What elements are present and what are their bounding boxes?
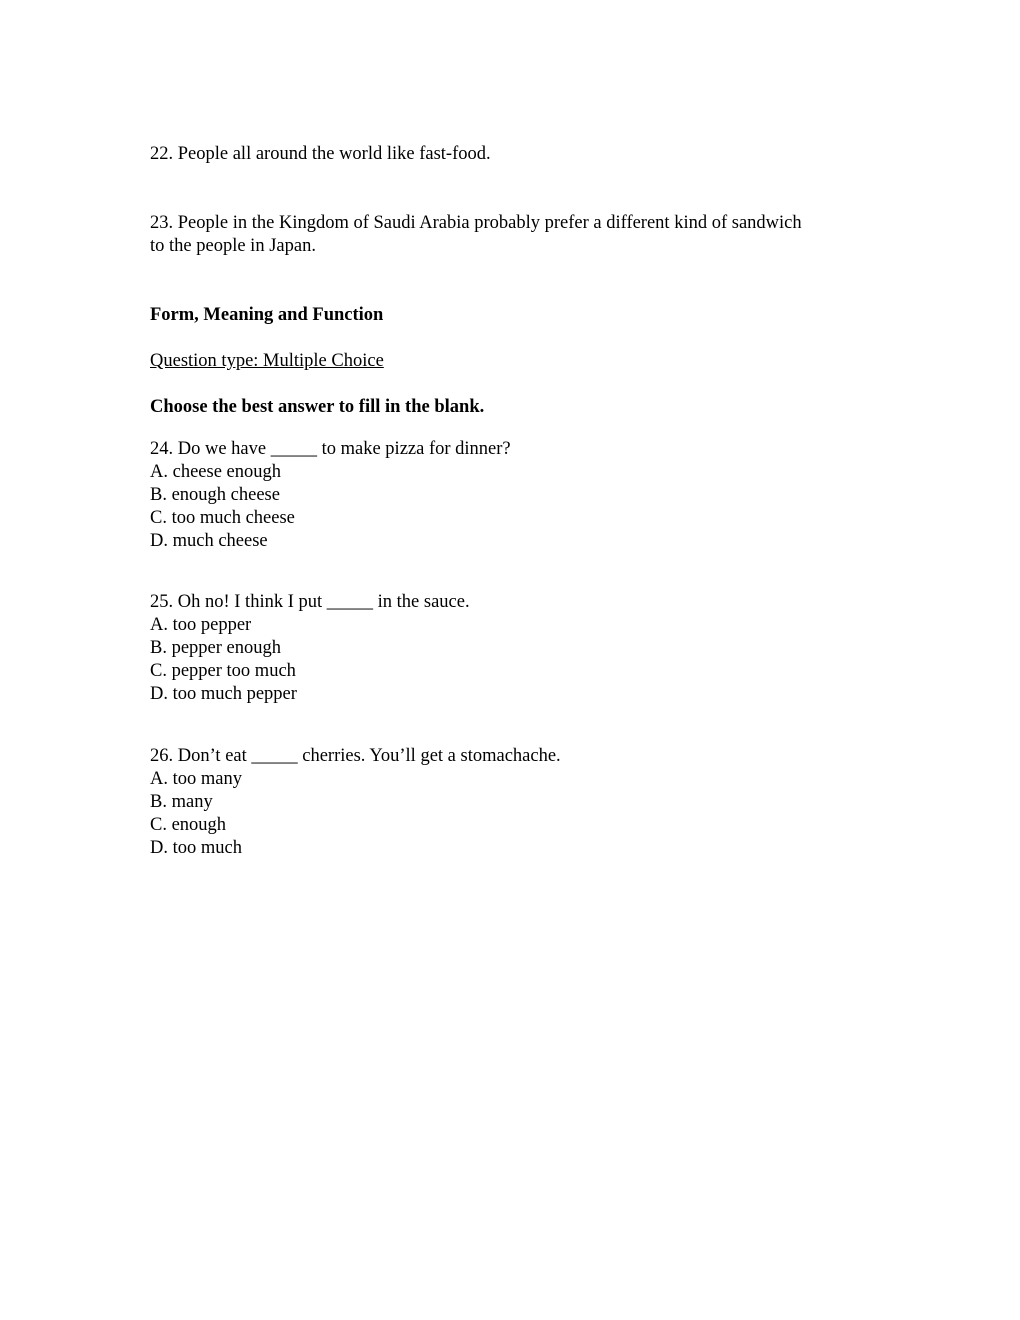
option-a: A. too many — [150, 769, 242, 789]
question-26-stem: 26. Don’t eat _____ cherries. You’ll get a stomachache. — [150, 746, 561, 766]
question-23-line-1: 23. People in the Kingdom of Saudi Arabia probably prefer a different kind of sandwich — [150, 213, 802, 233]
option-a: A. cheese enough — [150, 462, 281, 482]
question-24-options — [150, 461, 870, 553]
document-page — [150, 0, 870, 1320]
question-25-stem: 25. Oh no! I think I put _____ in the sauce. — [150, 592, 470, 612]
question-23 — [150, 212, 870, 258]
option-c: C. enough — [150, 815, 227, 835]
option-b: B. enough cheese — [150, 485, 280, 505]
option-c: C. too much cheese — [150, 508, 295, 528]
option-d: D. much cheese — [150, 531, 268, 551]
option-c: C. pepper too much — [150, 661, 296, 681]
option-a: A. too pepper — [150, 615, 252, 635]
instructions: Choose the best answer to fill in the blank. — [150, 397, 485, 417]
option-b: B. pepper enough — [150, 638, 282, 658]
question-24-stem: 24. Do we have _____ to make pizza for dinner? — [150, 439, 511, 459]
option-d: D. too much — [150, 838, 242, 858]
question-24 — [150, 438, 870, 553]
question-26-options — [150, 768, 870, 860]
question-22-text: 22. People all around the world like fast-food. — [150, 144, 491, 164]
question-22 — [150, 143, 870, 166]
option-d: D. too much pepper — [150, 684, 297, 704]
section-heading: Form, Meaning and Function — [150, 305, 384, 325]
question-type-label: Question type: Multiple Choice — [150, 351, 384, 371]
option-b: B. many — [150, 792, 213, 812]
question-25-options — [150, 614, 870, 706]
question-26 — [150, 745, 870, 860]
question-25 — [150, 591, 870, 706]
question-23-line-2: to the people in Japan. — [150, 236, 316, 256]
